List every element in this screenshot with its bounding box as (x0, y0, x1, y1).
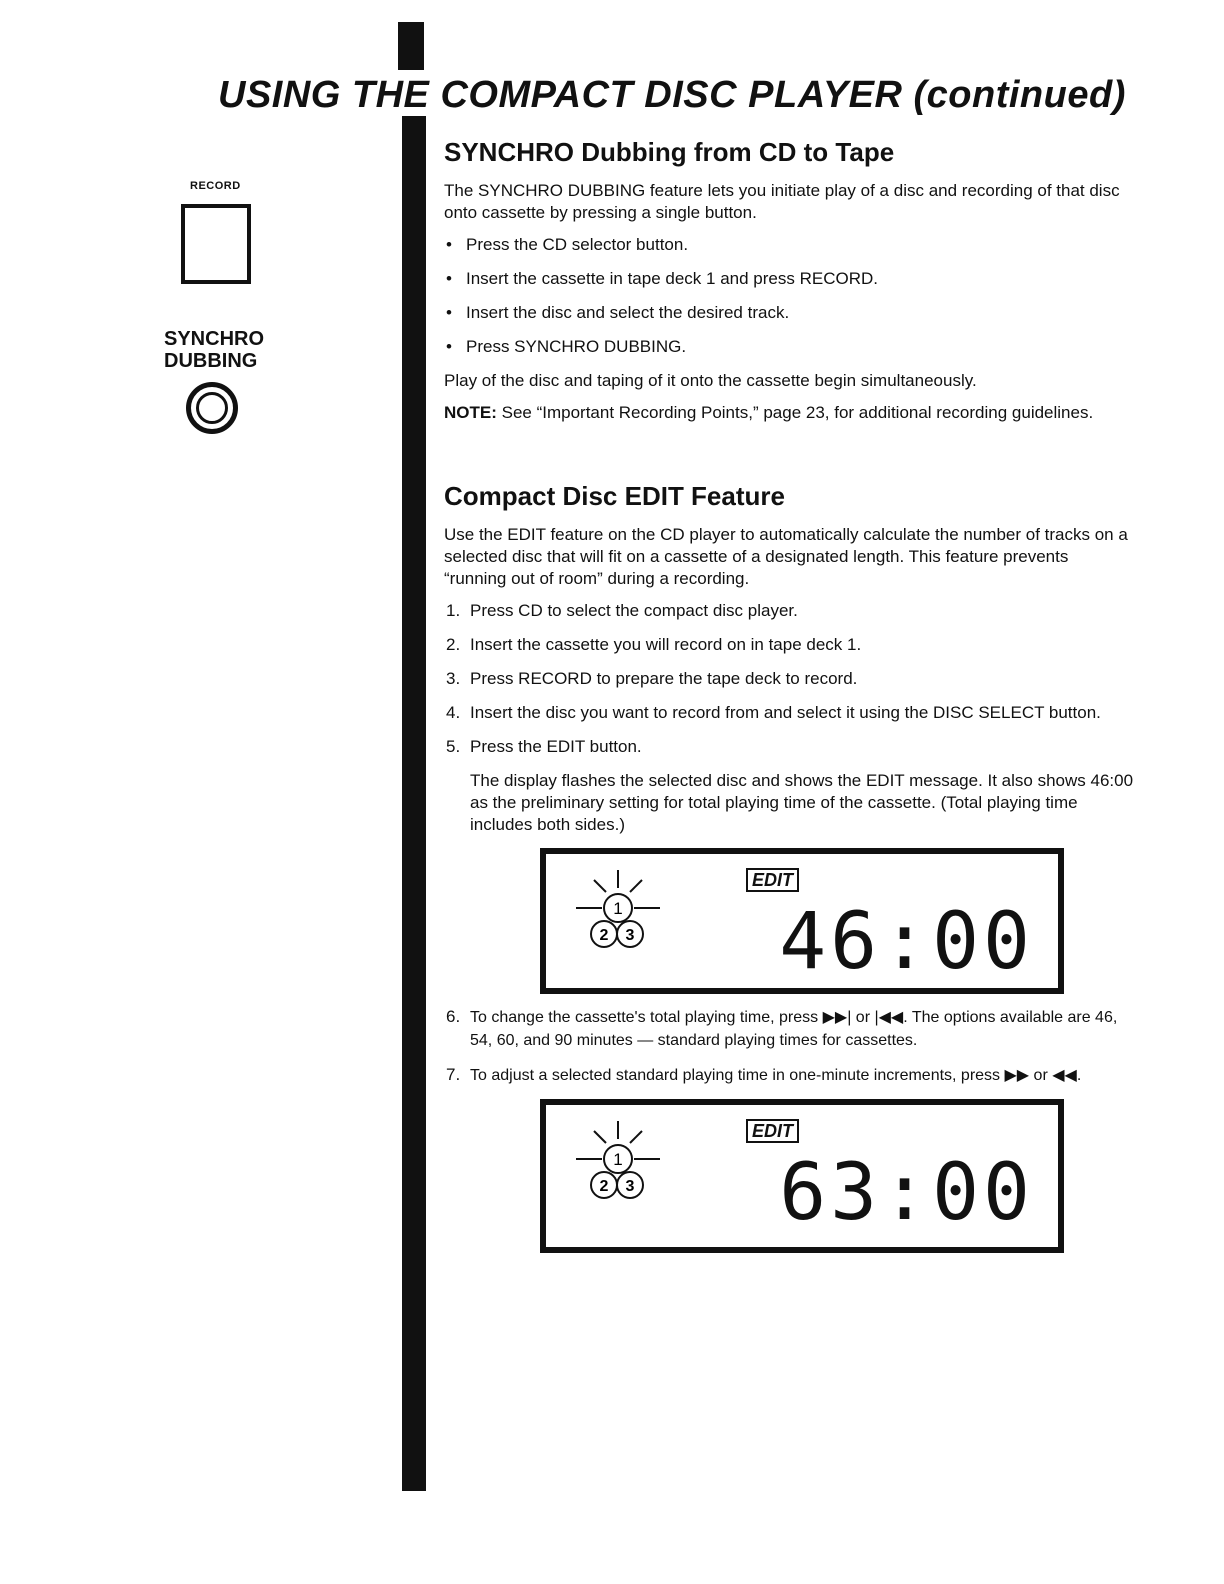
disc-number-3: 3 (625, 927, 635, 944)
step-item (444, 736, 1134, 758)
step-number: 4. (446, 703, 461, 722)
bullet-item: • Press SYNCHRO DUBBING. (444, 336, 1134, 358)
disc-number-2: 2 (599, 927, 609, 944)
step-number: 3. (446, 669, 461, 688)
note-text: See “Important Recording Points,” page 23, for additional recording guidelines. (496, 403, 1094, 422)
disc-indicator-icon (568, 1119, 668, 1209)
disc-number-1: 1 (613, 899, 623, 918)
disc-number-2: 2 (599, 1178, 609, 1195)
edit-steps-list-continued (444, 1006, 1134, 1087)
disc-indicator-icon (568, 868, 668, 958)
step-text: To adjust a selected standard playing time in one-minute increments, press ▶▶ or ◀◀. (470, 1067, 1082, 1084)
time-readout: 63:00 (779, 1148, 1034, 1238)
synchro-bullet-list (444, 234, 1134, 358)
disc-number-3: 3 (625, 1178, 635, 1195)
step-item (444, 600, 1134, 622)
record-button-label: RECORD (190, 180, 241, 192)
synchro-label-line2: DUBBING (164, 350, 258, 372)
main-content (444, 136, 1134, 1265)
edit-intro: Use the EDIT feature on the CD player to automatically calculate the number of tracks on a selected disc that will fit on a cassette of a designated length. This feature prevents “running out of room” during a recording. (444, 525, 1128, 588)
bullet-item: • Insert the cassette in tape deck 1 and press RECORD. (444, 268, 1134, 290)
step-text: Press the EDIT button. (470, 737, 642, 756)
bullet-item: • Press the CD selector button. (444, 234, 1134, 256)
step-text: Press RECORD to prepare the tape deck to record. (470, 669, 858, 688)
edit-indicator: EDIT (746, 868, 799, 892)
step-number: 1. (446, 601, 461, 620)
step-number: 5. (446, 737, 461, 756)
edit-steps-list (444, 600, 1134, 758)
note-label: NOTE: (444, 403, 497, 422)
vertical-rule-bar (402, 116, 426, 1491)
step-item (444, 702, 1134, 724)
synchro-dubbing-button-illustration (186, 382, 238, 434)
step-item (444, 1064, 1134, 1087)
step-item (444, 634, 1134, 656)
step-text: Insert the cassette you will record on in tape deck 1. (470, 635, 862, 654)
step-text: Press CD to select the compact disc player. (470, 601, 798, 620)
section-heading-synchro: SYNCHRO Dubbing from CD to Tape (444, 137, 895, 167)
step-number: 6. (446, 1007, 461, 1026)
bullet-item: • Insert the disc and select the desired track. (444, 302, 1134, 324)
lcd-display-46 (540, 848, 1064, 994)
time-readout: 46:00 (779, 897, 1034, 987)
step-text: To change the cassette's total playing time, press ▶▶| or |◀◀. The options available are 46, 54, 60, and 90 minutes — standard playing times for cassettes. (470, 1009, 1118, 1049)
record-button-illustration (181, 204, 251, 284)
page-title: USING THE COMPACT DISC PLAYER (continued) (218, 74, 1126, 116)
edit-indicator: EDIT (746, 1119, 799, 1143)
synchro-note (444, 402, 1134, 424)
synchro-label-line1: SYNCHRO (164, 328, 265, 350)
synchro-intro: The SYNCHRO DUBBING feature lets you initiate play of a disc and recording of that disc onto cassette by pressing a single button. (444, 181, 1120, 222)
step-item (444, 668, 1134, 690)
disc-number-1: 1 (613, 1150, 623, 1169)
synchro-result: Play of the disc and taping of it onto the cassette begin simultaneously. (444, 371, 977, 390)
step-item (444, 1006, 1134, 1052)
step5-detail: The display flashes the selected disc and shows the EDIT message. It also shows 46:00 as the preliminary setting for total playing time of the cassette. (Total playing time includes both sides.) (470, 771, 1134, 834)
section-heading-edit: Compact Disc EDIT Feature (444, 481, 785, 511)
lcd-display-63 (540, 1099, 1064, 1253)
synchro-dubbing-label (164, 328, 264, 372)
step-text: Insert the disc you want to record from and select it using the DISC SELECT button. (470, 703, 1101, 722)
step-number: 7. (446, 1065, 461, 1084)
top-marker-bar (398, 22, 424, 70)
step-number: 2. (446, 635, 461, 654)
